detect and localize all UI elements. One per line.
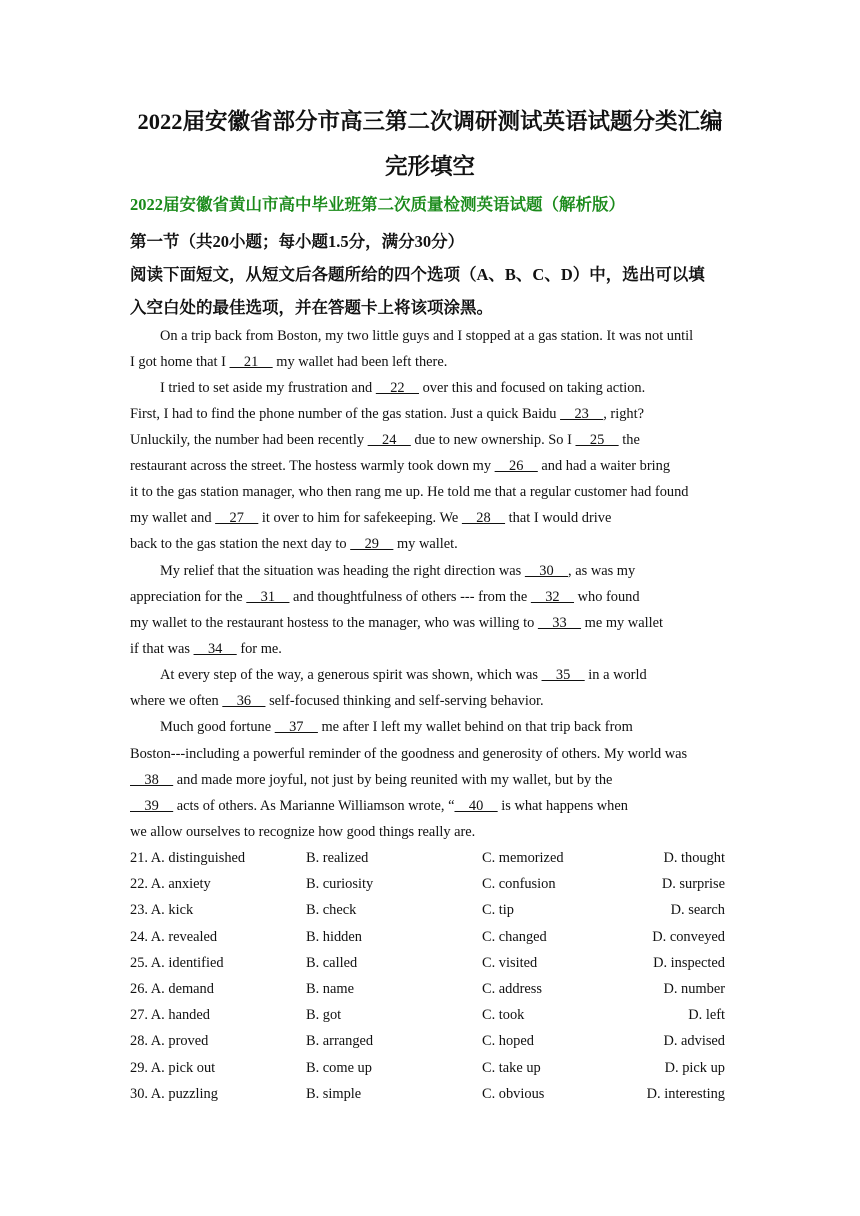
passage-line — [130, 483, 730, 501]
option-c: C. memorized — [482, 850, 564, 866]
blank-35: 35 — [541, 667, 585, 683]
option-d: D. interesting — [646, 1085, 725, 1102]
passage-line — [160, 379, 730, 397]
option-b: B. come up — [306, 1059, 372, 1076]
passage-line — [130, 353, 730, 371]
passage-text: and thoughtfulness of others --- from the — [289, 589, 531, 605]
passage-line — [130, 771, 730, 789]
passage-line — [130, 535, 730, 553]
blank-28: 28 — [461, 510, 506, 526]
passage-text: if that was — [130, 641, 194, 657]
option-a: 26. A. demand — [130, 981, 214, 997]
option-d: D. search — [670, 902, 725, 919]
passage-line — [130, 745, 730, 763]
option-b: B. realized — [306, 850, 369, 866]
option-d: D. left — [688, 1007, 725, 1024]
option-a: 29. A. pick out — [130, 1059, 216, 1076]
option-a: 30. A. puzzling — [130, 1085, 218, 1102]
blank-25: 25 — [575, 432, 619, 448]
passage-text: On a trip back from Boston, my two little guys and I stopped at a gas station. It was not until — [160, 328, 694, 344]
instructions-line-2: 入空白处的最佳选项，并在答题卡上将该项涂黑。 — [130, 298, 493, 317]
passage-text: who found — [574, 589, 640, 605]
passage-text: the — [618, 432, 640, 448]
option-b: B. arranged — [306, 1033, 374, 1050]
blank-36: 36 — [222, 693, 266, 709]
passage-line — [130, 823, 730, 841]
option-b: B. curiosity — [306, 876, 374, 893]
option-a: 28. A. proved — [130, 1033, 209, 1050]
passage-text: my wallet to the restaurant hostess to the manager, who was willing to — [130, 615, 538, 631]
option-d: D. thought — [663, 850, 725, 866]
option-b: B. simple — [306, 1085, 362, 1102]
blank-40: 40 — [454, 798, 498, 814]
option-a: 27. A. handed — [130, 1007, 210, 1024]
passage-text: we allow ourselves to recognize how good things really are. — [130, 824, 476, 840]
blank-29: 29 — [350, 536, 394, 552]
blank-38: 38 — [130, 772, 174, 788]
passage-text: Boston---including a powerful reminder of the goodness and generosity of others. My world was — [130, 746, 688, 762]
document-subtitle: 完形填空 — [384, 154, 475, 179]
passage-text: I tried to set aside my frustration and — [160, 380, 376, 396]
option-c: C. confusion — [482, 876, 556, 893]
passage-text: Much good fortune — [160, 719, 275, 735]
passage-line — [130, 431, 730, 449]
passage-text: self-focused thinking and self-serving behavior. — [265, 693, 544, 709]
passage-line — [130, 457, 730, 475]
blank-23: 23 — [560, 406, 604, 422]
option-c: C. visited — [482, 954, 538, 971]
passage-line — [130, 509, 730, 527]
source-title: 2022届安徽省黄山市高中毕业班第二次质量检测英语试题（解析版） — [130, 195, 625, 214]
passage-text: that I would drive — [505, 510, 612, 526]
passage-text: Unluckily, the number had been recently — [130, 432, 368, 448]
option-c: C. tip — [482, 902, 514, 919]
passage-text: First, I had to find the phone number of the gas station. Just a quick Baidu — [130, 406, 561, 422]
section-header: 第一节（共20小题；每小题1.5分，满分30分） — [130, 232, 465, 251]
passage-text: and made more joyful, not just by being reunited with my wallet, but by the — [173, 772, 613, 788]
option-a: 21. A. distinguished — [130, 850, 246, 866]
passage-text: me my wallet — [581, 615, 663, 631]
passage-line — [160, 327, 730, 345]
passage-text: , as was my — [568, 563, 636, 579]
passage-line — [160, 562, 730, 580]
option-c: C. take up — [482, 1059, 541, 1076]
passage-line — [130, 405, 730, 423]
blank-24: 24 — [367, 432, 411, 448]
passage-text: for me. — [236, 641, 282, 657]
passage-line — [130, 614, 730, 632]
option-b: B. check — [306, 902, 357, 919]
passage-text: appreciation for the — [130, 589, 247, 605]
option-b: B. called — [306, 954, 358, 971]
blank-33: 33 — [537, 615, 582, 631]
passage-text: My relief that the situation was heading the right direction was — [160, 563, 525, 579]
passage-text: it to the gas station manager, who then rang me up. He told me that a regular customer had found — [130, 484, 689, 500]
option-c: C. changed — [482, 928, 547, 945]
blank-21: 21 — [229, 354, 273, 370]
option-d: D. inspected — [653, 954, 725, 971]
passage-text: my wallet and — [130, 510, 216, 526]
option-b: B. name — [306, 981, 354, 997]
passage-text: is what happens when — [497, 798, 628, 814]
passage-line — [130, 797, 730, 815]
option-d: D. surprise — [661, 876, 725, 893]
blank-34: 34 — [193, 641, 237, 657]
passage-text: it over to him for safekeeping. We — [258, 510, 462, 526]
option-a: 23. A. kick — [130, 902, 194, 919]
passage-text: in a world — [584, 667, 647, 683]
option-c: C. took — [482, 1007, 525, 1024]
passage-text: restaurant across the street. The hostess warmly took down my — [130, 458, 495, 474]
instructions-line-1: 阅读下面短文，从短文后各题所给的四个选项（A、B、C、D）中，选出可以填 — [130, 265, 705, 284]
blank-26: 26 — [494, 458, 538, 474]
option-d: D. advised — [663, 1033, 725, 1050]
passage-text: acts of others. As Marianne Williamson wrote, “ — [173, 798, 455, 814]
option-b: B. got — [306, 1007, 342, 1024]
blank-27: 27 — [215, 510, 259, 526]
blank-31: 31 — [246, 589, 290, 605]
passage-text: and had a waiter bring — [537, 458, 671, 474]
passage-line — [130, 692, 730, 710]
blank-30: 30 — [524, 563, 569, 579]
blank-22: 22 — [375, 380, 419, 396]
passage-text: my wallet. — [393, 536, 458, 552]
passage-text: I got home that I — [130, 354, 230, 370]
option-c: C. hoped — [482, 1033, 534, 1050]
passage-text: where we often — [130, 693, 223, 709]
passage-line — [160, 666, 730, 684]
passage-text: , right? — [603, 406, 644, 422]
option-d: D. conveyed — [652, 928, 725, 945]
blank-39: 39 — [130, 798, 174, 814]
passage-text: my wallet had been left there. — [272, 354, 448, 370]
option-d: D. number — [663, 981, 725, 997]
passage-text: me after I left my wallet behind on that trip back from — [317, 719, 633, 735]
option-b: B. hidden — [306, 928, 362, 945]
blank-32: 32 — [530, 589, 575, 605]
blank-37: 37 — [274, 719, 318, 735]
passage-text: over this and focused on taking action. — [418, 380, 646, 396]
passage-line — [160, 718, 730, 736]
option-d: D. pick up — [664, 1059, 725, 1076]
passage-text: back to the gas station the next day to — [130, 536, 351, 552]
option-a: 24. A. revealed — [130, 928, 218, 945]
option-a: 22. A. anxiety — [130, 876, 211, 893]
option-c: C. address — [482, 981, 542, 997]
passage-text: At every step of the way, a generous spirit was shown, which was — [160, 667, 542, 683]
option-c: C. obvious — [482, 1085, 545, 1102]
passage-line — [130, 588, 730, 606]
passage-line — [130, 640, 730, 658]
passage-text: due to new ownership. So I — [410, 432, 576, 448]
option-a: 25. A. identified — [130, 954, 224, 971]
document-title: 2022届安徽省部分市高三第二次调研测试英语试题分类汇编 — [137, 109, 723, 134]
